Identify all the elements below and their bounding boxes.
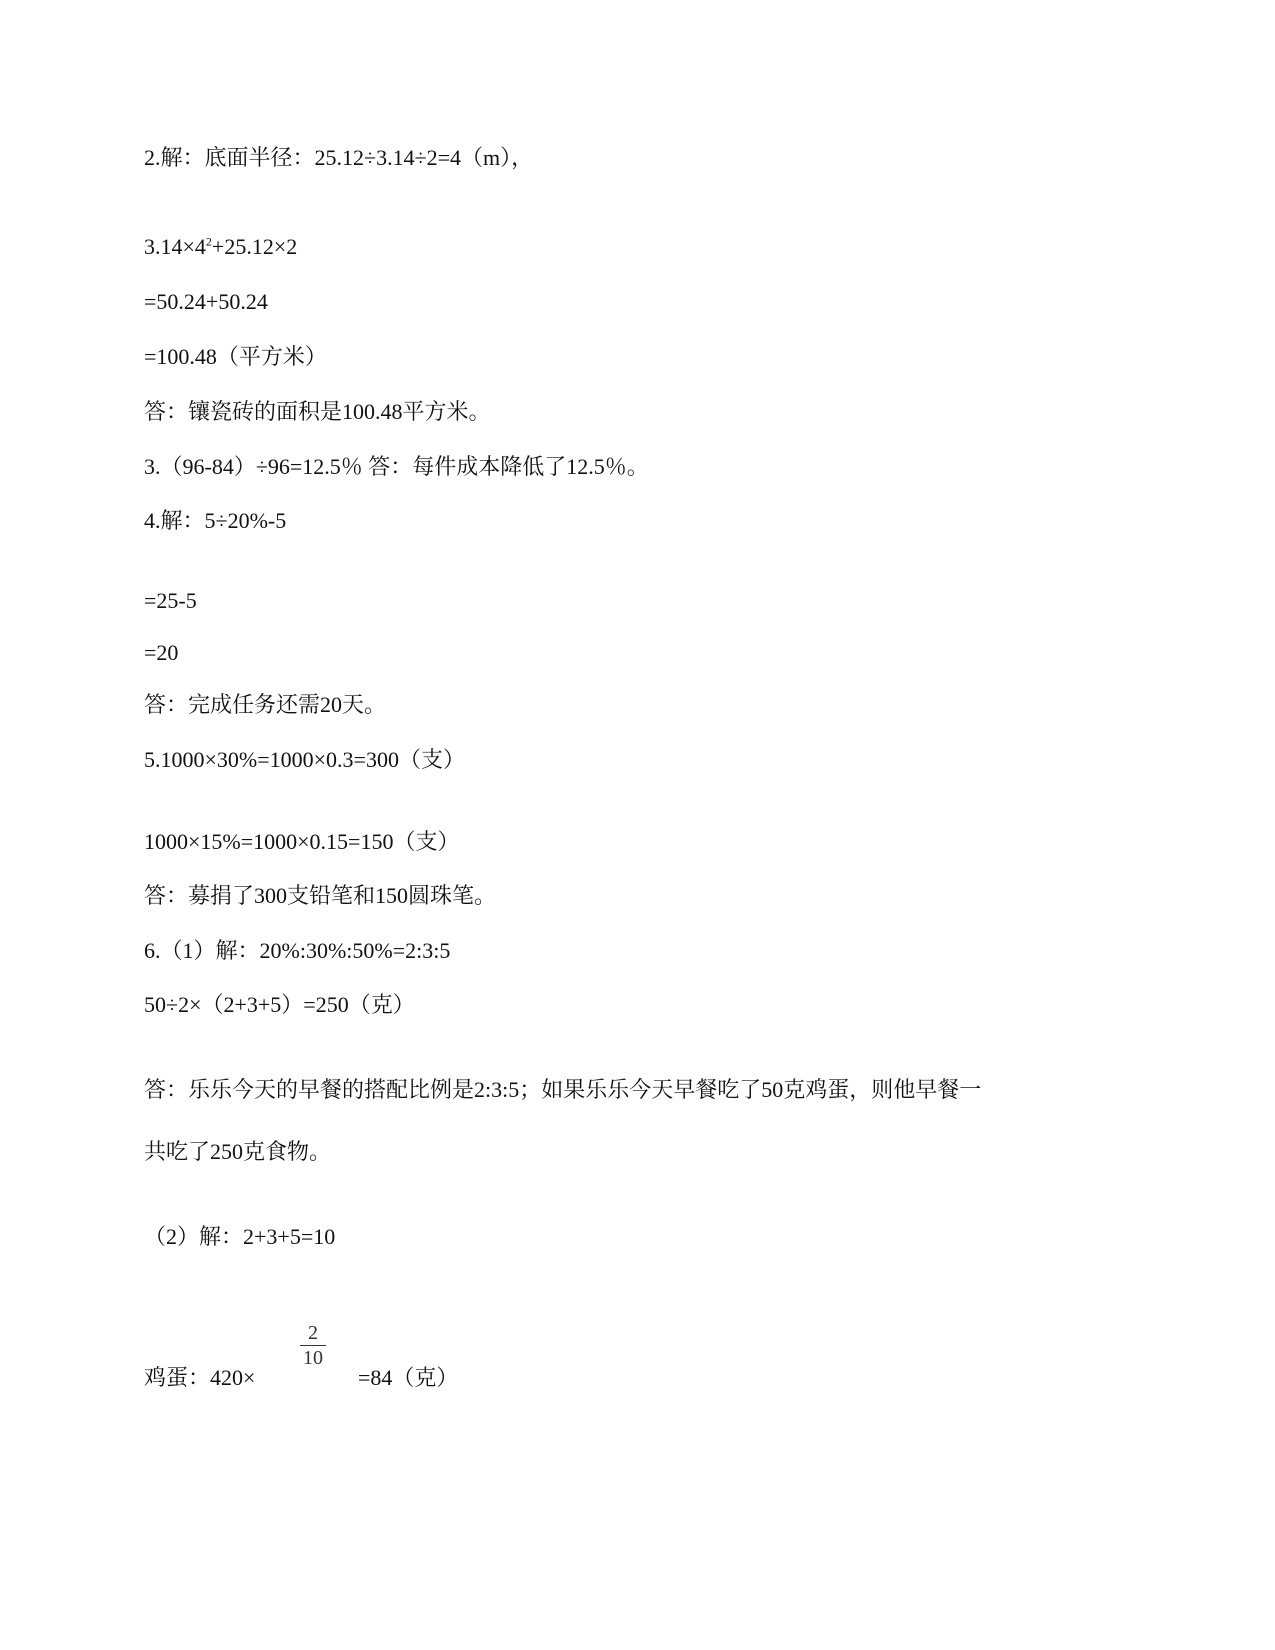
- solution-6-2-line-2-prefix: 鸡蛋：420×: [144, 1365, 256, 1390]
- solution-2-answer: 答：镶瓷砖的面积是100.48平方米。: [144, 399, 491, 424]
- solution-6-2-line-2-result: =84（克）: [358, 1365, 459, 1390]
- solution-2-line-3: =50.24+50.24: [144, 289, 268, 314]
- solution-4-answer: 答：完成任务还需20天。: [144, 692, 387, 717]
- solution-4-line-1: 4.解：5÷20%-5: [144, 508, 287, 533]
- expr-part-2: +25.12×2: [211, 234, 298, 259]
- solution-2-line-2: [144, 233, 297, 261]
- solution-3-line: 3.（96-84）÷96=12.5％ 答：每件成本降低了12.5％。: [144, 454, 649, 479]
- solution-2-line-1: 2.解：底面半径：25.12÷3.14÷2=4（m），: [144, 145, 534, 170]
- fraction: [300, 1322, 326, 1369]
- solution-6-2-line-1: （2）解：2+3+5=10: [144, 1224, 336, 1249]
- solution-6-1-answer-line-1: 答：乐乐今天的早餐的搭配比例是2:3:5；如果乐乐今天早餐吃了50克鸡蛋，则他早餐一: [144, 1077, 982, 1102]
- fraction-numerator: 2: [308, 1322, 318, 1344]
- fraction-denominator: 10: [303, 1347, 323, 1369]
- solution-6-1-answer-line-2: 共吃了250克食物。: [144, 1139, 332, 1164]
- solution-4-line-2: =25-5: [144, 588, 197, 613]
- fraction-bar: [300, 1345, 326, 1346]
- exponent: 2: [205, 234, 212, 249]
- solution-5-answer: 答：募捐了300支铅笔和150圆珠笔。: [144, 883, 497, 908]
- solution-2-line-4: =100.48（平方米）: [144, 344, 327, 369]
- solution-6-1-line-1: 6.（1）解：20%:30%:50%=2:3:5: [144, 938, 451, 963]
- solution-6-1-line-2: 50÷2×（2+3+5）=250（克）: [144, 992, 415, 1017]
- solution-5-line-2: 1000×15%=1000×0.15=150（支）: [144, 829, 460, 854]
- expr-part-1: 3.14×4: [144, 234, 206, 259]
- solution-5-line-1: 5.1000×30%=1000×0.3=300（支）: [144, 747, 465, 772]
- solution-4-line-3: =20: [144, 640, 179, 665]
